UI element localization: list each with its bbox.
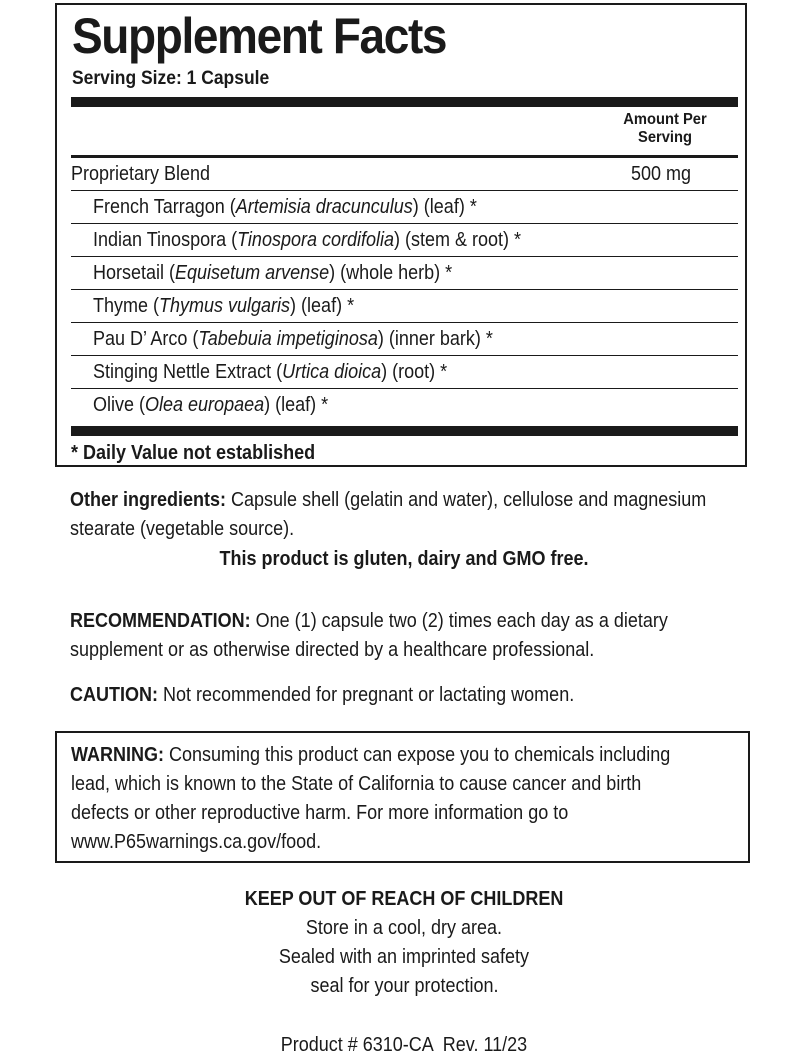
prop65-warning-box xyxy=(55,731,750,863)
warning-label: WARNING: xyxy=(71,744,164,766)
top-divider-bar xyxy=(71,97,738,107)
amount-per-serving-header xyxy=(621,111,709,147)
table-row xyxy=(71,389,738,422)
table-row xyxy=(71,191,738,224)
recommendation: RECOMMENDATION: One (1) capsule two (2) times each day as a dietary supplement or as otherwise directed by a healthcare professional. xyxy=(70,610,668,661)
table-row xyxy=(71,356,738,389)
bottom-divider-bar xyxy=(71,426,738,436)
recommendation-label: RECOMMENDATION: xyxy=(70,610,251,632)
ingredient-label: Stinging Nettle Extract (Urtica dioica) (root) * xyxy=(93,361,448,383)
caution: CAUTION: Not recommended for pregnant or lactating women. xyxy=(70,684,575,706)
table-row xyxy=(71,257,738,290)
amount-header-line2: Serving xyxy=(638,129,692,146)
ingredient-label: Horsetail (Equisetum arvense) (whole herb) * xyxy=(93,262,453,284)
supplement-facts-panel xyxy=(55,3,747,467)
ingredient-label: Pau D’ Arco (Tabebuia impetiginosa) (inner bark) * xyxy=(93,328,493,350)
table-row xyxy=(71,224,738,257)
table-row xyxy=(71,323,738,356)
other-ingredients-label: Other ingredients: xyxy=(70,489,227,511)
amount-header-line1: Amount Per xyxy=(623,111,707,128)
table-row-proprietary-blend xyxy=(71,158,738,191)
product-code: Product # 6310-CA Rev. 11/23 xyxy=(280,1034,528,1056)
table-row xyxy=(71,290,738,323)
row-amount: 500 mg xyxy=(631,163,692,185)
row-label: Proprietary Blend xyxy=(71,163,211,185)
panel-title: Supplement Facts xyxy=(72,8,447,64)
ingredient-label: French Tarragon (Artemisia dracunculus) (leaf) * xyxy=(93,196,477,218)
caution-label: CAUTION: xyxy=(70,684,158,706)
warning-text: WARNING: Consuming this product can expose you to chemicals including lead, which is known to the State of California to cause cancer and birth defects or other reproductive harm. For more information go to www.P65warnings.ca.gov/food. xyxy=(71,741,692,857)
other-ingredients: Other ingredients: Capsule shell (gelatin and water), cellulose and magnesium stearate (vegetable source). xyxy=(70,489,707,540)
storage-instructions: KEEP OUT OF REACH OF CHILDREN Store in a cool, dry area. Sealed with an imprinted safety seal for your protection. xyxy=(0,885,808,1001)
warning-link-text: www.P65warnings.ca.gov/food. xyxy=(71,831,322,853)
allergen-free-statement: This product is gluten, dairy and GMO free. xyxy=(219,548,589,570)
daily-value-note: * Daily Value not established xyxy=(71,442,316,464)
ingredient-label: Thyme (Thymus vulgaris) (leaf) * xyxy=(93,295,355,317)
serving-size: Serving Size: 1 Capsule xyxy=(72,68,270,89)
keep-out-of-reach-heading: KEEP OUT OF REACH OF CHILDREN xyxy=(244,888,564,910)
ingredient-label: Olive (Olea europaea) (leaf) * xyxy=(93,394,329,416)
ingredient-label: Indian Tinospora (Tinospora cordifolia) (stem & root) * xyxy=(93,229,522,251)
